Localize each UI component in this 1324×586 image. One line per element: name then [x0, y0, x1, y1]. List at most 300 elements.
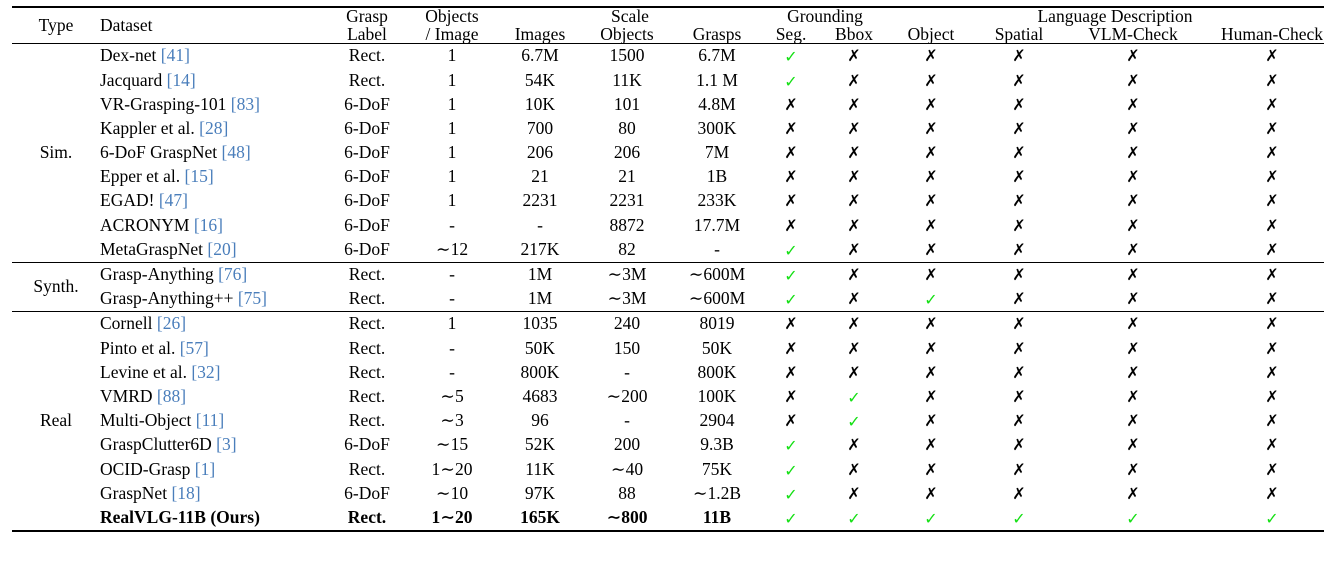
grasp-label-cell: 6-DoF — [344, 238, 390, 259]
images-cell: - — [537, 214, 543, 235]
dataset-name: MetaGraspNet — [100, 238, 204, 259]
cross-icon: ✗ — [847, 46, 861, 66]
objects-per-image-cell: ∼3 — [440, 410, 464, 431]
dataset-name-cell — [100, 457, 328, 481]
cross-icon: ✗ — [847, 314, 861, 334]
cross-icon: ✗ — [924, 239, 938, 259]
human-check-mark-cell — [1202, 165, 1324, 189]
object-mark-cell — [888, 457, 974, 481]
cross-icon: ✗ — [784, 314, 798, 334]
cross-icon: ✗ — [924, 338, 938, 358]
bbox-mark-cell — [820, 409, 888, 433]
dataset-name-cell — [100, 92, 328, 116]
check-icon: ✓ — [784, 71, 798, 91]
cross-icon: ✗ — [1012, 289, 1026, 309]
cross-icon: ✗ — [924, 46, 938, 66]
cross-icon: ✗ — [924, 386, 938, 406]
cross-icon: ✗ — [1012, 94, 1026, 114]
rule-bottom — [12, 531, 1324, 532]
header-sub-images: Images — [514, 23, 566, 44]
objects-per-image-cell: ∼10 — [435, 482, 469, 503]
table-row — [12, 141, 1324, 165]
images-cell: 217K — [520, 238, 560, 259]
objects-cell: - — [624, 361, 630, 382]
citation-link[interactable]: [16] — [193, 214, 223, 235]
grasp-label-cell: Rect. — [348, 313, 386, 334]
grasps-cell: 17.7M — [693, 214, 741, 235]
check-icon: ✓ — [784, 508, 798, 528]
cross-icon: ✗ — [924, 314, 938, 334]
vlm-check-mark-cell — [1064, 336, 1202, 360]
header-sub-spatial: Spatial — [994, 23, 1044, 44]
objects-cell: 101 — [613, 93, 641, 114]
seg-mark-cell — [762, 312, 820, 336]
cross-icon: ✗ — [847, 459, 861, 479]
table-row — [12, 360, 1324, 384]
dataset-name-cell — [100, 433, 328, 457]
header-objects-per-image-line1: Objects — [425, 6, 479, 26]
seg-mark-cell — [762, 287, 820, 312]
human-check-mark-cell — [1202, 409, 1324, 433]
bbox-mark-cell — [820, 481, 888, 505]
objects-per-image-cell: 1 — [447, 69, 457, 90]
table-row — [12, 385, 1324, 409]
citation-link[interactable]: [41] — [160, 45, 190, 66]
objects-per-image-cell: 1 — [447, 166, 457, 187]
spatial-mark-cell — [974, 457, 1064, 481]
check-icon: ✓ — [847, 508, 861, 528]
citation-link[interactable]: [76] — [218, 264, 248, 285]
cross-icon: ✗ — [1126, 167, 1140, 187]
object-mark-cell — [888, 433, 974, 457]
dataset-name-cell — [100, 385, 328, 409]
seg-mark-cell — [762, 336, 820, 360]
cross-icon: ✗ — [924, 411, 938, 431]
check-icon: ✓ — [1012, 508, 1026, 528]
dataset-name-cell — [100, 165, 328, 189]
cross-icon: ✗ — [924, 94, 938, 114]
cross-icon: ✗ — [847, 143, 861, 163]
objects-per-image-cell: - — [449, 337, 455, 358]
dataset-name-cell — [100, 481, 328, 505]
spatial-mark-cell — [974, 165, 1064, 189]
cross-icon: ✗ — [1126, 70, 1140, 90]
cross-icon: ✗ — [1265, 118, 1279, 138]
header-sub-grasps: Grasps — [692, 23, 742, 44]
human-check-mark-cell — [1202, 117, 1324, 141]
cross-icon: ✗ — [847, 191, 861, 211]
row-type-label: Synth. — [33, 276, 79, 297]
dataset-name-cell — [100, 213, 328, 237]
seg-mark-cell — [762, 92, 820, 116]
cross-icon: ✗ — [1012, 215, 1026, 235]
citation-link[interactable]: [3] — [216, 434, 237, 455]
dataset-name: Dex-net — [100, 45, 157, 66]
grasp-label-cell: Rect. — [348, 385, 386, 406]
seg-mark-cell — [762, 68, 820, 92]
cross-icon: ✗ — [1126, 483, 1140, 503]
cross-icon: ✗ — [1126, 143, 1140, 163]
dataset-name: VR-Grasping-101 — [100, 93, 227, 114]
citation-link[interactable]: [15] — [184, 166, 214, 187]
vlm-check-mark-cell — [1064, 409, 1202, 433]
citation-link[interactable]: [48] — [221, 142, 251, 163]
dataset-name: Levine et al. — [100, 361, 187, 382]
header-group-grounding: Grounding — [787, 6, 863, 26]
dataset-name-cell — [100, 409, 328, 433]
check-icon: ✓ — [1126, 508, 1140, 528]
cross-icon: ✗ — [784, 411, 798, 431]
bbox-mark-cell — [820, 336, 888, 360]
object-mark-cell — [888, 213, 974, 237]
cross-icon: ✗ — [847, 362, 861, 382]
spatial-mark-cell — [974, 44, 1064, 68]
vlm-check-mark-cell — [1064, 68, 1202, 92]
citation-link[interactable]: [20] — [207, 238, 237, 259]
seg-mark-cell — [762, 238, 820, 263]
grasps-cell: 4.8M — [698, 93, 736, 114]
seg-mark-cell — [762, 189, 820, 213]
spatial-mark-cell — [974, 336, 1064, 360]
images-cell: 206 — [526, 142, 554, 163]
spatial-mark-cell — [974, 433, 1064, 457]
check-icon: ✓ — [1265, 508, 1279, 528]
bbox-mark-cell — [820, 457, 888, 481]
objects-per-image-cell: - — [449, 214, 455, 235]
vlm-check-mark-cell — [1064, 92, 1202, 116]
spatial-mark-cell — [974, 385, 1064, 409]
human-check-mark-cell — [1202, 433, 1324, 457]
spatial-mark-cell — [974, 360, 1064, 384]
header-grasp-label-line1: Grasp — [346, 6, 388, 26]
bbox-mark-cell — [820, 165, 888, 189]
bbox-mark-cell — [820, 433, 888, 457]
dataset-name-cell — [100, 238, 328, 263]
grasps-cell: 233K — [697, 190, 737, 211]
cross-icon: ✗ — [847, 435, 861, 455]
spatial-mark-cell — [974, 506, 1064, 531]
objects-cell: ∼3M — [607, 264, 647, 285]
cross-icon: ✗ — [784, 362, 798, 382]
cross-icon: ✗ — [1126, 239, 1140, 259]
row-type-label: Sim. — [39, 142, 73, 163]
grasp-label-cell: 6-DoF — [344, 214, 390, 235]
citation-link[interactable]: [47] — [158, 190, 188, 211]
cross-icon: ✗ — [847, 239, 861, 259]
citation-link[interactable]: [75] — [237, 288, 268, 309]
vlm-check-mark-cell — [1064, 287, 1202, 312]
grasps-cell: ∼600M — [688, 264, 746, 285]
object-mark-cell — [888, 409, 974, 433]
vlm-check-mark-cell — [1064, 141, 1202, 165]
bbox-mark-cell — [820, 92, 888, 116]
cross-icon: ✗ — [1012, 239, 1026, 259]
cross-icon: ✗ — [1126, 386, 1140, 406]
check-icon: ✓ — [924, 290, 938, 310]
human-check-mark-cell — [1202, 287, 1324, 312]
vlm-check-mark-cell — [1064, 481, 1202, 505]
grasps-cell: 75K — [701, 458, 733, 479]
object-mark-cell — [888, 360, 974, 384]
cross-icon: ✗ — [1265, 314, 1279, 334]
human-check-mark-cell — [1202, 44, 1324, 68]
seg-mark-cell — [762, 141, 820, 165]
human-check-mark-cell — [1202, 506, 1324, 531]
header-sub-object: Object — [907, 23, 955, 44]
spatial-mark-cell — [974, 409, 1064, 433]
vlm-check-mark-cell — [1064, 506, 1202, 531]
vlm-check-mark-cell — [1064, 263, 1202, 287]
images-cell: 165K — [520, 506, 560, 527]
citation-link[interactable]: [32] — [191, 361, 221, 382]
dataset-name-cell — [100, 68, 328, 92]
header-sub-objects: Objects — [600, 23, 654, 44]
dataset-name-cell — [100, 141, 328, 165]
bbox-mark-cell — [820, 117, 888, 141]
table-row — [12, 165, 1324, 189]
grasps-cell: 2904 — [699, 410, 735, 431]
table-row — [12, 68, 1324, 92]
object-mark-cell — [888, 141, 974, 165]
dataset-name: Grasp-Anything — [100, 264, 214, 285]
cross-icon: ✗ — [1265, 338, 1279, 358]
objects-cell: 21 — [618, 166, 636, 187]
cross-icon: ✗ — [1126, 338, 1140, 358]
dataset-name: EGAD! — [100, 190, 155, 211]
citation-link[interactable]: [18] — [171, 482, 201, 503]
cross-icon: ✗ — [924, 118, 938, 138]
citation-link[interactable]: [57] — [179, 337, 209, 358]
check-icon: ✓ — [847, 412, 861, 432]
objects-per-image-cell: ∼5 — [440, 385, 464, 406]
human-check-mark-cell — [1202, 238, 1324, 263]
cross-icon: ✗ — [847, 338, 861, 358]
objects-cell: ∼40 — [610, 458, 644, 479]
bbox-mark-cell — [820, 68, 888, 92]
cross-icon: ✗ — [924, 265, 938, 285]
header-sub-seg: Seg. — [775, 23, 807, 44]
cross-icon: ✗ — [1126, 314, 1140, 334]
objects-cell: ∼800 — [606, 506, 648, 527]
cross-icon: ✗ — [784, 338, 798, 358]
dataset-name: ACRONYM — [100, 214, 190, 235]
cross-icon: ✗ — [1126, 215, 1140, 235]
cross-icon: ✗ — [1012, 46, 1026, 66]
grasp-label-cell: 6-DoF — [344, 117, 390, 138]
objects-per-image-cell: - — [449, 361, 455, 382]
spatial-mark-cell — [974, 68, 1064, 92]
table-container — [0, 6, 1324, 586]
seg-mark-cell — [762, 165, 820, 189]
cross-icon: ✗ — [1126, 265, 1140, 285]
cross-icon: ✗ — [1126, 411, 1140, 431]
grasps-cell: ∼1.2B — [692, 482, 742, 503]
cross-icon: ✗ — [847, 483, 861, 503]
cross-icon: ✗ — [1265, 265, 1279, 285]
cross-icon: ✗ — [847, 94, 861, 114]
grasp-label-cell: Rect. — [348, 45, 386, 66]
dataset-name: Multi-Object — [100, 410, 192, 431]
cross-icon: ✗ — [1265, 289, 1279, 309]
cross-icon: ✗ — [1012, 118, 1026, 138]
citation-link[interactable]: [88] — [156, 385, 187, 406]
cross-icon: ✗ — [1126, 191, 1140, 211]
spatial-mark-cell — [974, 141, 1064, 165]
objects-cell: 8872 — [609, 214, 645, 235]
objects-cell: 80 — [618, 117, 636, 138]
vlm-check-mark-cell — [1064, 457, 1202, 481]
objects-cell: ∼200 — [606, 385, 648, 406]
cross-icon: ✗ — [1126, 289, 1140, 309]
cross-icon: ✗ — [1126, 94, 1140, 114]
bbox-mark-cell — [820, 263, 888, 287]
grasp-label-cell: Rect. — [348, 458, 386, 479]
seg-mark-cell — [762, 213, 820, 237]
cross-icon: ✗ — [1126, 459, 1140, 479]
cross-icon: ✗ — [847, 215, 861, 235]
header-objects-per-image-line2: / Image — [425, 23, 479, 44]
human-check-mark-cell — [1202, 141, 1324, 165]
citation-link[interactable]: [14] — [166, 69, 196, 90]
human-check-mark-cell — [1202, 360, 1324, 384]
cross-icon: ✗ — [1012, 411, 1026, 431]
human-check-mark-cell — [1202, 457, 1324, 481]
object-mark-cell — [888, 189, 974, 213]
grasps-cell: 9.3B — [700, 434, 734, 455]
vlm-check-mark-cell — [1064, 238, 1202, 263]
images-cell: 97K — [524, 482, 556, 503]
vlm-check-mark-cell — [1064, 433, 1202, 457]
cross-icon: ✗ — [1012, 386, 1026, 406]
spatial-mark-cell — [974, 263, 1064, 287]
spatial-mark-cell — [974, 287, 1064, 312]
vlm-check-mark-cell — [1064, 312, 1202, 336]
seg-mark-cell — [762, 117, 820, 141]
objects-per-image-cell: 1 — [447, 142, 457, 163]
grasps-cell: 800K — [697, 361, 737, 382]
table-row — [12, 409, 1324, 433]
object-mark-cell — [888, 165, 974, 189]
dataset-name-cell — [100, 189, 328, 213]
check-icon: ✓ — [784, 484, 798, 504]
objects-cell: 2231 — [609, 190, 645, 211]
images-cell: 700 — [526, 117, 554, 138]
dataset-name: VMRD — [100, 385, 153, 406]
human-check-mark-cell — [1202, 68, 1324, 92]
grasp-label-cell: 6-DoF — [344, 482, 390, 503]
dataset-comparison-table — [12, 6, 1324, 532]
dataset-name: Jacquard — [100, 69, 163, 90]
cross-icon: ✗ — [847, 265, 861, 285]
citation-link[interactable]: [83] — [230, 93, 260, 114]
header-group-scale: Scale — [611, 6, 649, 26]
grasp-label-cell: Rect. — [348, 69, 386, 90]
seg-mark-cell — [762, 457, 820, 481]
objects-per-image-cell: 1 — [447, 93, 457, 114]
dataset-name: Pinto et al. — [100, 337, 176, 358]
dataset-name-cell — [100, 287, 328, 312]
cross-icon: ✗ — [784, 167, 798, 187]
object-mark-cell — [888, 238, 974, 263]
seg-mark-cell — [762, 506, 820, 531]
table-row — [12, 457, 1324, 481]
seg-mark-cell — [762, 360, 820, 384]
images-cell: 1M — [527, 288, 553, 309]
table-row — [12, 117, 1324, 141]
cross-icon: ✗ — [924, 435, 938, 455]
citation-link[interactable]: [1] — [194, 458, 216, 479]
header-sub-human-check: Human-Check — [1220, 23, 1324, 44]
spatial-mark-cell — [974, 213, 1064, 237]
grasp-label-cell: Rect. — [348, 288, 386, 309]
dataset-name: GraspClutter6D — [100, 434, 212, 455]
citation-link[interactable]: [11] — [195, 410, 225, 431]
dataset-name-cell — [100, 336, 328, 360]
object-mark-cell — [888, 336, 974, 360]
bbox-mark-cell — [820, 312, 888, 336]
images-cell: 50K — [524, 337, 556, 358]
cross-icon: ✗ — [1265, 167, 1279, 187]
bbox-mark-cell — [820, 44, 888, 68]
cross-icon: ✗ — [1012, 167, 1026, 187]
cross-icon: ✗ — [1265, 435, 1279, 455]
citation-link[interactable]: [28] — [199, 117, 229, 138]
citation-link[interactable]: [26] — [156, 313, 187, 334]
cross-icon: ✗ — [1126, 362, 1140, 382]
object-mark-cell — [888, 287, 974, 312]
cross-icon: ✗ — [1126, 118, 1140, 138]
cross-icon: ✗ — [847, 70, 861, 90]
table-row — [12, 213, 1324, 237]
images-cell: 4683 — [522, 385, 558, 406]
images-cell: 96 — [531, 410, 549, 431]
cross-icon: ✗ — [1265, 143, 1279, 163]
cross-icon: ✗ — [1265, 362, 1279, 382]
cross-icon: ✗ — [1012, 70, 1026, 90]
table-row — [12, 287, 1324, 312]
objects-per-image-cell: ∼12 — [435, 238, 469, 259]
cross-icon: ✗ — [1265, 483, 1279, 503]
object-mark-cell — [888, 312, 974, 336]
objects-cell: 240 — [613, 313, 641, 334]
images-cell: 10K — [524, 93, 556, 114]
cross-icon: ✗ — [924, 483, 938, 503]
vlm-check-mark-cell — [1064, 360, 1202, 384]
grasp-label-cell: Rect. — [348, 337, 386, 358]
cross-icon: ✗ — [1012, 459, 1026, 479]
images-cell: 6.7M — [521, 45, 559, 66]
grasps-cell: 6.7M — [698, 45, 736, 66]
cross-icon: ✗ — [847, 167, 861, 187]
grasp-label-cell: Rect. — [348, 361, 386, 382]
cross-icon: ✗ — [847, 118, 861, 138]
images-cell: 11K — [525, 458, 555, 479]
human-check-mark-cell — [1202, 336, 1324, 360]
header-row-groups — [12, 8, 1324, 26]
images-cell: 800K — [520, 361, 560, 382]
grasp-label-cell: 6-DoF — [344, 190, 390, 211]
grasps-cell: 11B — [702, 506, 732, 527]
cross-icon: ✗ — [784, 191, 798, 211]
objects-per-image-cell: - — [449, 264, 455, 285]
grasps-cell: 50K — [701, 337, 733, 358]
cross-icon: ✗ — [1265, 459, 1279, 479]
table-row — [12, 238, 1324, 263]
spatial-mark-cell — [974, 238, 1064, 263]
images-cell: 21 — [531, 166, 549, 187]
dataset-name: RealVLG-11B (Ours) — [100, 506, 260, 527]
cross-icon: ✗ — [1012, 483, 1026, 503]
